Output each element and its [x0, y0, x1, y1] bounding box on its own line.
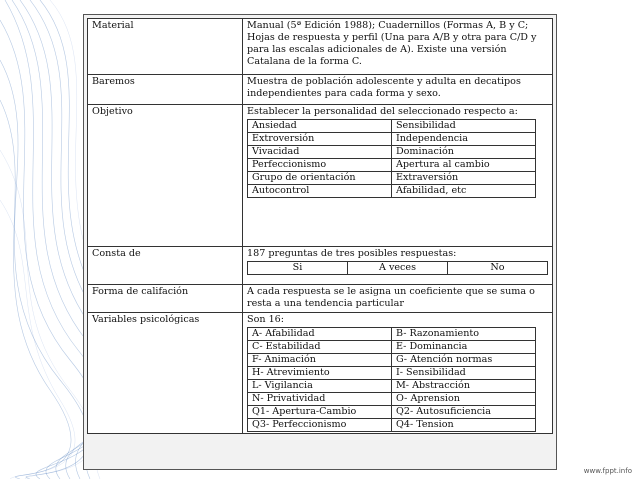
variable-cell: Q4- Tension: [391, 419, 535, 432]
variables-row: [248, 419, 536, 432]
row-objetivo: [88, 105, 553, 247]
document-table-frame: [83, 14, 557, 470]
answer-cell: Si: [248, 262, 348, 275]
trait-cell: Afabilidad, etc: [391, 185, 535, 198]
label-baremos: Baremos: [88, 75, 243, 105]
variable-cell: C- Estabilidad: [248, 341, 392, 354]
trait-cell: Dominación: [391, 146, 535, 159]
variable-cell: G- Atención normas: [391, 354, 535, 367]
variables-row: [248, 380, 536, 393]
row-calificacion: [88, 285, 553, 313]
row-consta: [88, 247, 553, 285]
answer-cell: No: [448, 262, 548, 275]
consta-intro: 187 preguntas de tres posibles respuestas:: [247, 248, 457, 259]
trait-cell: Grupo de orientación: [248, 172, 392, 185]
trait-cell: Independencia: [391, 133, 535, 146]
trait-cell: Extroversión: [248, 133, 392, 146]
objetivo-intro: Establecer la personalidad del seleccionado respecto a:: [247, 106, 518, 117]
trait-cell: Sensibilidad: [391, 120, 535, 133]
label-material: Material: [88, 19, 243, 75]
variable-cell: E- Dominancia: [391, 341, 535, 354]
value-objetivo: [243, 105, 553, 247]
variable-cell: Q3- Perfeccionismo: [248, 419, 392, 432]
traits-row: [248, 159, 536, 172]
row-baremos: [88, 75, 553, 105]
variable-cell: I- Sensibilidad: [391, 367, 535, 380]
trait-cell: Perfeccionismo: [248, 159, 392, 172]
traits-row: [248, 146, 536, 159]
traits-row: [248, 172, 536, 185]
value-baremos: Muestra de población adolescente y adulta en decatipos independientes para cada forma y sexo.: [243, 75, 553, 105]
answers-table: [247, 261, 548, 275]
trait-cell: Ansiedad: [248, 120, 392, 133]
variables-table: [247, 327, 536, 432]
variable-cell: L- Vigilancia: [248, 380, 392, 393]
answers-row: [248, 262, 548, 275]
row-material: [88, 19, 553, 75]
variables-row: [248, 341, 536, 354]
trait-cell: Apertura al cambio: [391, 159, 535, 172]
variable-cell: F- Animación: [248, 354, 392, 367]
variable-cell: Q2- Autosuficiencia: [391, 406, 535, 419]
variable-cell: B- Razonamiento: [391, 328, 535, 341]
trait-cell: Extraversión: [391, 172, 535, 185]
traits-row: [248, 120, 536, 133]
label-variables: Variables psicológicas: [88, 313, 243, 434]
variable-cell: A- Afabilidad: [248, 328, 392, 341]
label-consta: Consta de: [88, 247, 243, 285]
answer-cell: A veces: [348, 262, 448, 275]
variable-cell: O- Aprension: [391, 393, 535, 406]
variables-row: [248, 367, 536, 380]
trait-cell: Autocontrol: [248, 185, 392, 198]
value-calificacion: A cada respuesta se le asigna un coeficiente que se suma o resta a una tendencia particular: [243, 285, 553, 313]
traits-row: [248, 133, 536, 146]
traits-table: [247, 119, 536, 198]
variables-row: [248, 406, 536, 419]
variables-row: [248, 393, 536, 406]
value-variables: [243, 313, 553, 434]
variable-cell: Q1- Apertura-Cambio: [248, 406, 392, 419]
test-info-table: [87, 18, 553, 434]
value-material: Manual (5ª Edición 1988); Cuadernillos (Formas A, B y C; Hojas de respuesta y perfil (Una para A/B y otra para C/D y para las escalas adicionales de A). Existe una versión Catalana de la forma C.: [243, 19, 553, 75]
label-calificacion: Forma de califación: [88, 285, 243, 313]
variable-cell: N- Privatividad: [248, 393, 392, 406]
trait-cell: Vivacidad: [248, 146, 392, 159]
footer-watermark: www.fppt.info: [583, 467, 632, 475]
traits-row: [248, 185, 536, 198]
variable-cell: M- Abstracción: [391, 380, 535, 393]
variables-intro: Son 16:: [247, 314, 285, 325]
row-variables: [88, 313, 553, 434]
variables-row: [248, 328, 536, 341]
label-objetivo: Objetivo: [88, 105, 243, 247]
variables-row: [248, 354, 536, 367]
variable-cell: H- Atrevimiento: [248, 367, 392, 380]
value-consta: [243, 247, 553, 285]
